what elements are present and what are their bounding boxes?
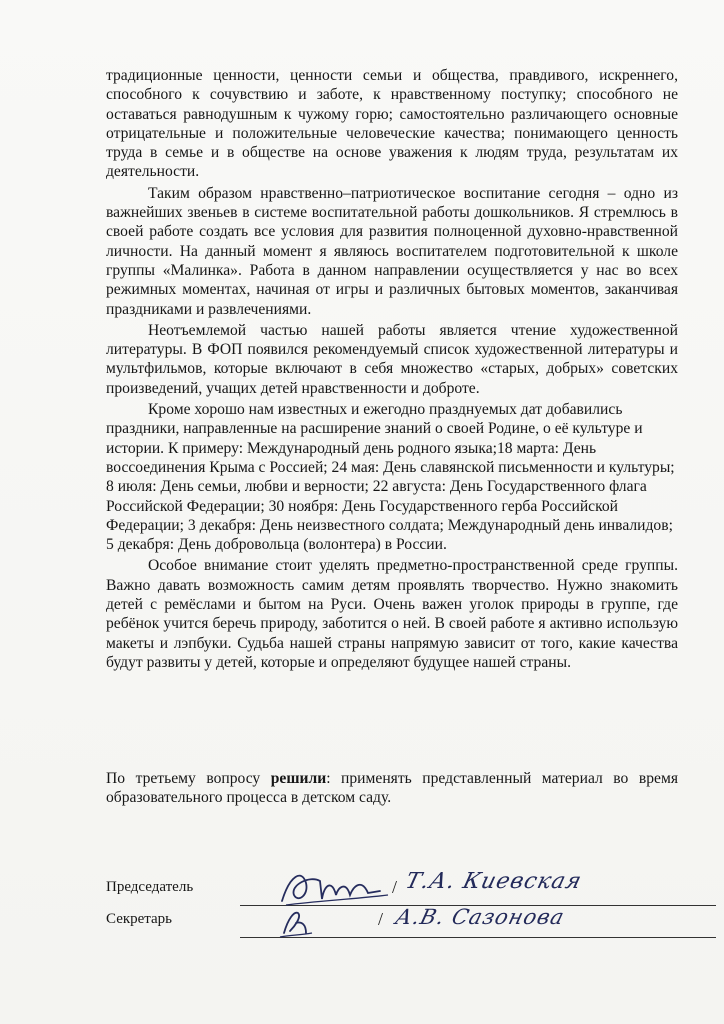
paragraph-holidays: Кроме хорошо нам известных и ежегодно празднуемых дат добавились праздники, направленные на расширение знаний о своей Родине, о её культуре и истории. К примеру: Международный день родного языка;18 марта: День воссоединения Крыма с Россией; 24 мая: День славянской письменности и культуры; 8 июля: День семьи, любви и верности; 22 августа: День Государственного флага Российской Федерации; 30 ноября: День Государственного герба Российской Федерации; 3 декабря: День неизвестного солдата; Международный день инвалидов; 5 декабря: День добровольца (волонтера) в России.	[106, 401, 675, 554]
body-text	[106, 66, 678, 674]
decision-keyword: решили	[270, 770, 327, 787]
decision-statement	[106, 769, 678, 808]
paragraph-literature: Неотъемлемой частью нашей работы является чтение художественной литературы. В ФОП появился рекомендуемый список художественной литературы и мультфильмов, которые включают в себя множество «старых, добрых» советских произведений, учащих детей нравственности и доброте.	[106, 321, 678, 397]
decision-lead: По третьему вопросу	[106, 770, 271, 787]
secretary-label: Секретарь	[106, 911, 173, 927]
paragraph-continuation: традиционные ценности, ценности семьи и общества, правдивого, искреннего, способного к сочувствию и заботе, к нравственному поступку; способного не оставаться равнодушным к чужому горю; самостоятельно различающего основные отрицательные и положительные человеческие качества; понимающего ценность труда в семье и в обществе на основе уважения к людям труда, результатам их деятельности.	[106, 67, 678, 181]
secretary-handwritten-signature	[276, 903, 316, 943]
chair-label: Председатель	[106, 879, 194, 895]
secretary-separator: /	[378, 909, 384, 929]
paragraph-moral-education: Таким образом нравственно–патриотическое воспитание сегодня – одно из важнейших звеньев в системе воспитательной работы дошкольников. Я стремлюсь в своей работе создать все условия для развития полноценной духовно-нравственной личности. На данный момент я являюсь воспитателем подготовительной к школе группы «Малинка». Работа в данном направлении осуществляется у нас во всех режимных моментах, начиная от игры и различных бытовых моментов, заканчивая праздниками и развлечениями.	[106, 184, 678, 318]
chair-separator: /	[392, 877, 398, 897]
secretary-name: А.В. Сазонова	[393, 905, 568, 929]
chair-name: Т.А. Киевская	[402, 869, 585, 894]
decision-rest: : применять представленный материал во время образовательного процесса в детском саду.	[106, 770, 678, 807]
paragraph-environment: Особое внимание стоит уделять предметно-пространственной среде группы. Важно давать возможность самим детям проявлять творчество. Нужно знакомить детей с ремёслами и бытом на Руси. Очень важен уголок природы в группе, где ребёнок учится беречь природу, заботится о ней. В своей работе я активно использую макеты и лэпбуки. Судьба нашей страны напрямую зависит от того, какие качества будут развиты у детей, которые и определяют будущее нашей страны.	[106, 557, 678, 671]
secretary-signature-row	[106, 905, 706, 945]
